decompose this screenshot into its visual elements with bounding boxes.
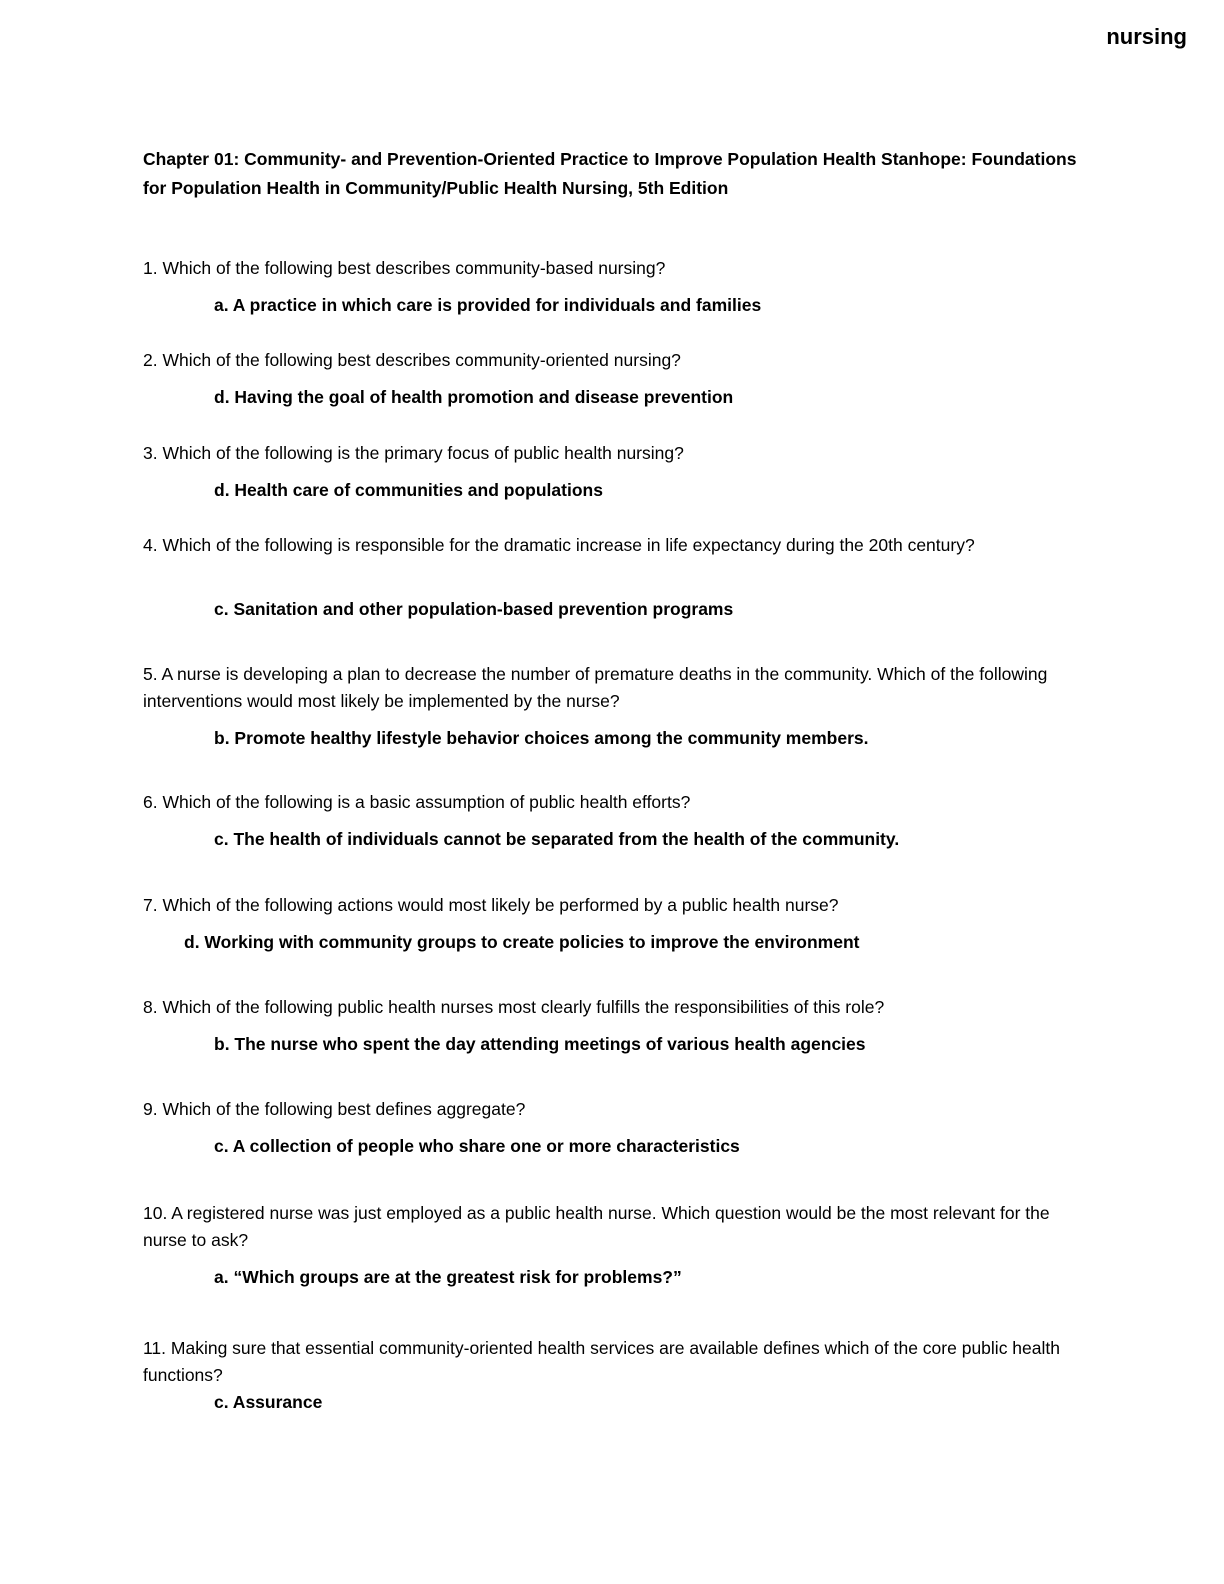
answer-8: b. The nurse who spent the day attending meetings of various health agencies [214,1034,866,1054]
answer-7: d. Working with community groups to create policies to improve the environment [184,932,860,952]
question-5: 5. A nurse is developing a plan to decrease the number of premature deaths in the community. Which of the following interventions would most likely be implemented by the nurse? [143,664,1048,711]
question-3: 3. Which of the following is the primary focus of public health nursing? [143,443,684,463]
question-10: 10. A registered nurse was just employed as a public health nurse. Which question would be the most relevant for the nurse to ask? [143,1203,1050,1250]
question-1: 1. Which of the following best describes community-based nursing? [143,258,666,278]
question-4: 4. Which of the following is responsible for the dramatic increase in life expectancy during the 20th century? [143,535,975,555]
answer-9: c. A collection of people who share one or more characteristics [214,1136,740,1156]
question-2: 2. Which of the following best describes community-oriented nursing? [143,350,681,370]
question-11: 11. Making sure that essential community-oriented health services are available defines which of the core public health functions? [143,1338,1060,1385]
answer-11: c. Assurance [214,1392,323,1412]
question-6: 6. Which of the following is a basic assumption of public health efforts? [143,792,691,812]
answer-1: a. A practice in which care is provided for individuals and families [214,295,762,315]
answer-6: c. The health of individuals cannot be separated from the health of the community. [214,829,900,849]
question-8: 8. Which of the following public health nurses most clearly fulfills the responsibilities of this role? [143,997,885,1017]
question-9: 9. Which of the following best defines aggregate? [143,1099,526,1119]
answer-10: a. “Which groups are at the greatest risk for problems?” [214,1267,682,1287]
document-title: Chapter 01: Community- and Prevention-Oriented Practice to Improve Population Health Stanhope: Foundations for Population Health in Community/Public Health Nursing, 5th Edition [143,149,1077,198]
page-header: nursing [1106,24,1187,49]
question-7: 7. Which of the following actions would most likely be performed by a public health nurse? [143,895,839,915]
answer-2: d. Having the goal of health promotion and disease prevention [214,387,734,407]
answer-3: d. Health care of communities and populations [214,480,603,500]
answer-5: b. Promote healthy lifestyle behavior choices among the community members. [214,728,869,748]
answer-4: c. Sanitation and other population-based prevention programs [214,599,734,619]
